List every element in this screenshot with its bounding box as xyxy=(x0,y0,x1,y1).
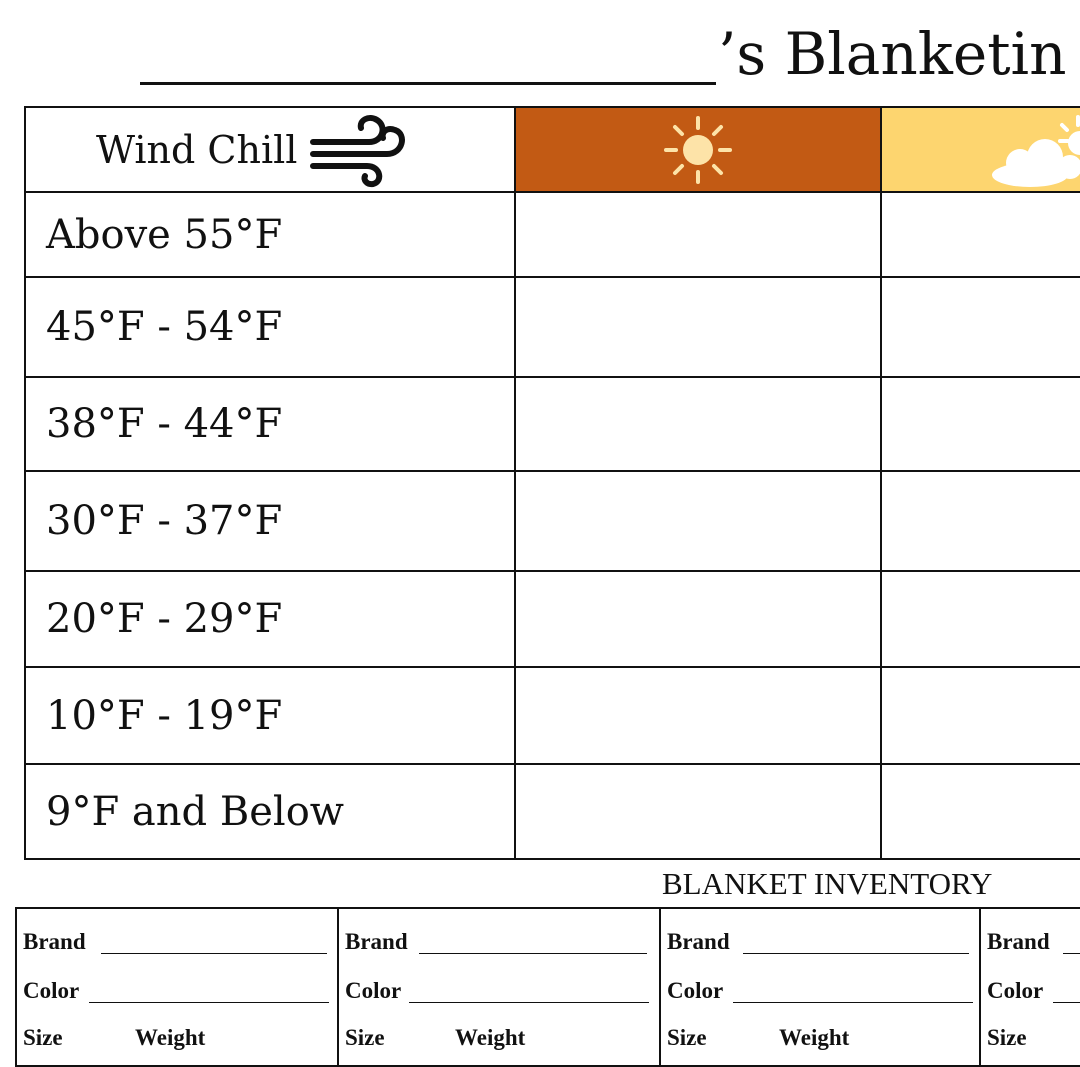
wind-icon xyxy=(307,110,417,190)
color-label: Color xyxy=(667,978,724,1003)
brand-field[interactable] xyxy=(101,953,327,954)
brand-label: Brand xyxy=(667,929,730,954)
row-label-above-55: Above 55°F xyxy=(46,211,283,258)
color-label: Color xyxy=(987,978,1044,1003)
cell-sunny-row-3[interactable] xyxy=(516,378,880,470)
color-label: Color xyxy=(23,978,80,1003)
cell-cloudy-row-2[interactable] xyxy=(882,278,1080,376)
row-label-10-19: 10°F - 19°F xyxy=(46,692,283,739)
cell-sunny-row-5[interactable] xyxy=(516,572,880,666)
weight-label: Weight xyxy=(779,1025,850,1050)
cell-cloudy-row-1[interactable] xyxy=(882,193,1080,276)
page-title: ’s Blanketin xyxy=(718,20,1067,88)
size-label: Size xyxy=(667,1025,707,1050)
row-label-30-37: 30°F - 37°F xyxy=(46,498,283,544)
row-label-38-44: 38°F - 44°F xyxy=(46,401,283,447)
cell-cloudy-row-4[interactable] xyxy=(882,472,1080,570)
header-partly-cloudy-cell xyxy=(882,107,1080,192)
partly-cloudy-icon xyxy=(990,107,1080,192)
cell-sunny-row-6[interactable] xyxy=(516,668,880,763)
inventory-card-1 xyxy=(15,907,339,1067)
size-label: Size xyxy=(987,1025,1027,1050)
size-label: Size xyxy=(345,1025,385,1050)
sun-icon xyxy=(658,110,738,190)
weight-label: Weight xyxy=(135,1025,206,1050)
inventory-title: BLANKET INVENTORY xyxy=(662,866,993,901)
row-label-9-and-below: 9°F and Below xyxy=(46,788,345,835)
brand-field[interactable] xyxy=(743,953,969,954)
row-label-20-29: 20°F - 29°F xyxy=(46,596,283,642)
brand-field[interactable] xyxy=(1063,953,1080,954)
row-label-45-54: 45°F - 54°F xyxy=(46,304,283,350)
cell-sunny-row-1[interactable] xyxy=(516,193,880,276)
wind-chill-header xyxy=(26,108,514,191)
inventory-card-3 xyxy=(659,907,981,1067)
cell-cloudy-row-7[interactable] xyxy=(882,765,1080,858)
color-field[interactable] xyxy=(89,1002,329,1003)
header-sunny-cell xyxy=(515,107,882,192)
inventory-card-2 xyxy=(337,907,660,1067)
cell-cloudy-row-5[interactable] xyxy=(882,572,1080,666)
brand-field[interactable] xyxy=(419,953,647,954)
color-field[interactable] xyxy=(733,1002,973,1003)
inventory-card-4 xyxy=(979,907,1080,1067)
color-label: Color xyxy=(345,978,402,1003)
brand-label: Brand xyxy=(987,929,1050,954)
cell-cloudy-row-3[interactable] xyxy=(882,378,1080,470)
cell-cloudy-row-6[interactable] xyxy=(882,668,1080,763)
cell-sunny-row-2[interactable] xyxy=(516,278,880,376)
weight-label: Weight xyxy=(455,1025,526,1050)
owner-name-blank-line[interactable] xyxy=(140,82,716,85)
color-field[interactable] xyxy=(409,1002,649,1003)
size-label: Size xyxy=(23,1025,63,1050)
brand-label: Brand xyxy=(345,929,408,954)
brand-label: Brand xyxy=(23,929,86,954)
cell-sunny-row-4[interactable] xyxy=(516,472,880,570)
color-field[interactable] xyxy=(1053,1002,1080,1003)
cell-sunny-row-7[interactable] xyxy=(516,765,880,858)
wind-chill-label: Wind Chill xyxy=(96,127,298,172)
